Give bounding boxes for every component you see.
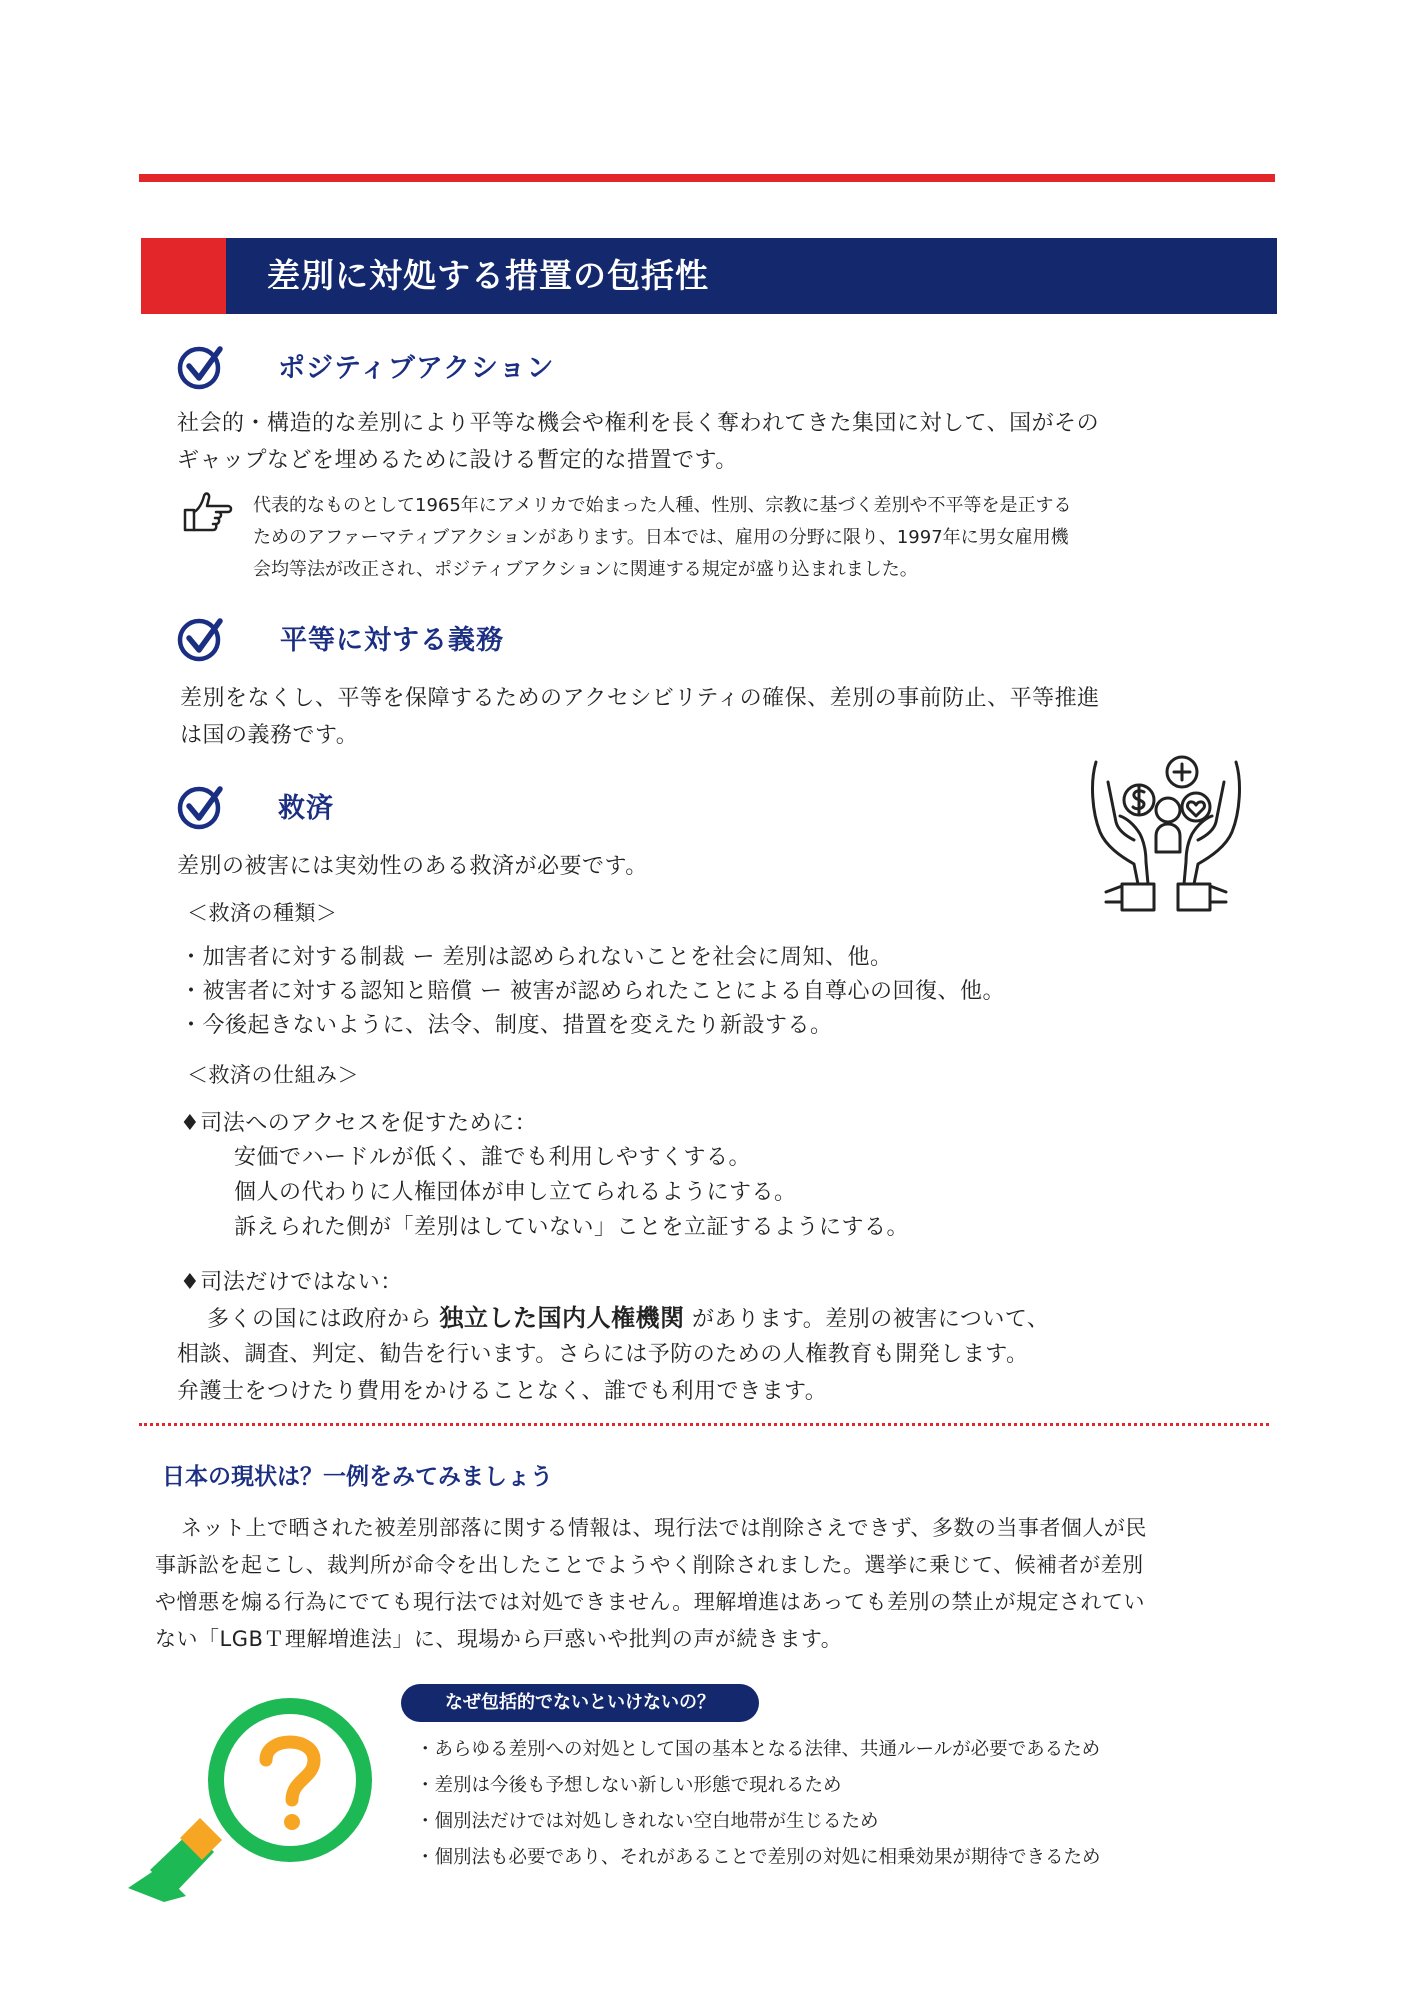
beyond-lines: 相談、調査、判定、勧告を行います。さらには予防のための人権教育も開発します。 弁護士をつけたり費用をかけることなく、誰でも利用できます。 xyxy=(177,1342,1029,1404)
reason-list xyxy=(416,1732,1101,1876)
list-item: ・個別法も必要であり、それがあることで差別の対処に相乗効果が期待できるため xyxy=(416,1847,1101,1868)
remedy-intro: 差別の被害には実効性のある救済が必要です。 xyxy=(177,854,648,879)
independent-nhri-label: 独立した国内人権機関 xyxy=(439,1304,685,1332)
remedy-types-heading: ＜救済の種類＞ xyxy=(187,901,338,925)
page-title: 差別に対処する措置の包括性 xyxy=(267,256,709,295)
pointing-hand-icon xyxy=(182,490,234,534)
list-item: ・被害者に対する認知と賠償 ー 被害が認められたことによる自尊心の回復、他。 xyxy=(180,979,1005,1004)
remedy-mechanism-heading: ＜救済の仕組み＞ xyxy=(187,1063,359,1087)
section-title-positive-action: ポジティブアクション xyxy=(278,353,555,384)
list-item: ・差別は今後も予想しない新しい形態で現れるため xyxy=(416,1775,842,1796)
check-circle-icon xyxy=(176,344,228,390)
banner-red-block xyxy=(141,238,226,314)
access-heading: ♦司法へのアクセスを促すために： xyxy=(180,1111,538,1136)
section-title-equality-duty: 平等に対する義務 xyxy=(280,625,504,656)
why-comprehensive-pill: なぜ包括的でないといけないの？ xyxy=(401,1684,759,1722)
equality-duty-body: 差別をなくし、平等を保障するためのアクセシビリティの確保、差別の事前防止、平等推進 は国の義務です。 xyxy=(180,686,1100,748)
magnifier-question-icon xyxy=(128,1698,398,1908)
positive-action-note: 代表的なものとして1965年にアメリカで始まった人種、性別、宗教に基づく差別や不平等を是正する ためのアファーマティブアクションがあります。日本では、雇用の分野に限り、1997年に男女雇用機 会均等法が改正され、ポジティブアクションに関連する規定が盛り込まれました。 xyxy=(253,495,1072,580)
japan-case-body: ネット上で晒された被差別部落に関する情報は、現行法では削除さえできず、多数の当事者個人が民 事訴訟を起こし、裁判所が命令を出したことでようやく削除されました。選挙に乗じて、候補者が差別 や憎悪を煽る行為にでても現行法では対処できません。理解増進はあっても差別の禁止が規定されてい ない「LGBＴ理解増進法」に、現場から戸惑いや批判の声が続きます。 xyxy=(155,1516,1147,1651)
beyond-first-line: 多くの国には政府から 独立した国内人権機関 があります。差別の被害について、 xyxy=(207,1304,1050,1332)
beyond-heading: ♦司法だけではない： xyxy=(180,1270,403,1295)
check-circle-icon xyxy=(176,616,228,662)
remedy-types-list xyxy=(180,941,1005,1043)
section-banner xyxy=(141,238,1277,314)
list-item: 個人の代わりに人権団体が申し立てられるようにする。 xyxy=(234,1180,797,1205)
access-items xyxy=(234,1140,909,1245)
top-red-rule xyxy=(139,174,1275,182)
list-item: ・あらゆる差別への対処として国の基本となる法律、共通ルールが必要であるため xyxy=(416,1739,1101,1760)
section-title-remedy: 救済 xyxy=(278,793,334,824)
check-circle-icon xyxy=(176,784,228,830)
list-item: ・今後起きないように、法令、制度、措置を変えたり新設する。 xyxy=(180,1013,833,1038)
helping-hands-icon xyxy=(1086,752,1246,912)
positive-action-body: 社会的・構造的な差別により平等な機会や権利を長く奪われてきた集団に対して、国がその ギャップなどを埋めるために設ける暫定的な措置です。 xyxy=(177,411,1100,473)
list-item: ・個別法だけでは対処しきれない空白地帯が生じるため xyxy=(416,1811,879,1832)
list-item: ・加害者に対する制裁 ー 差別は認められないことを社会に周知、他。 xyxy=(180,945,893,970)
list-item: 安価でハードルが低く、誰でも利用しやすくする。 xyxy=(234,1145,752,1170)
list-item: 訴えられた側が「差別はしていない」ことを立証するようにする。 xyxy=(234,1215,910,1240)
japan-case-title: 日本の現状は？一例をみてみましょう xyxy=(162,1464,553,1490)
dotted-divider xyxy=(139,1423,1269,1426)
